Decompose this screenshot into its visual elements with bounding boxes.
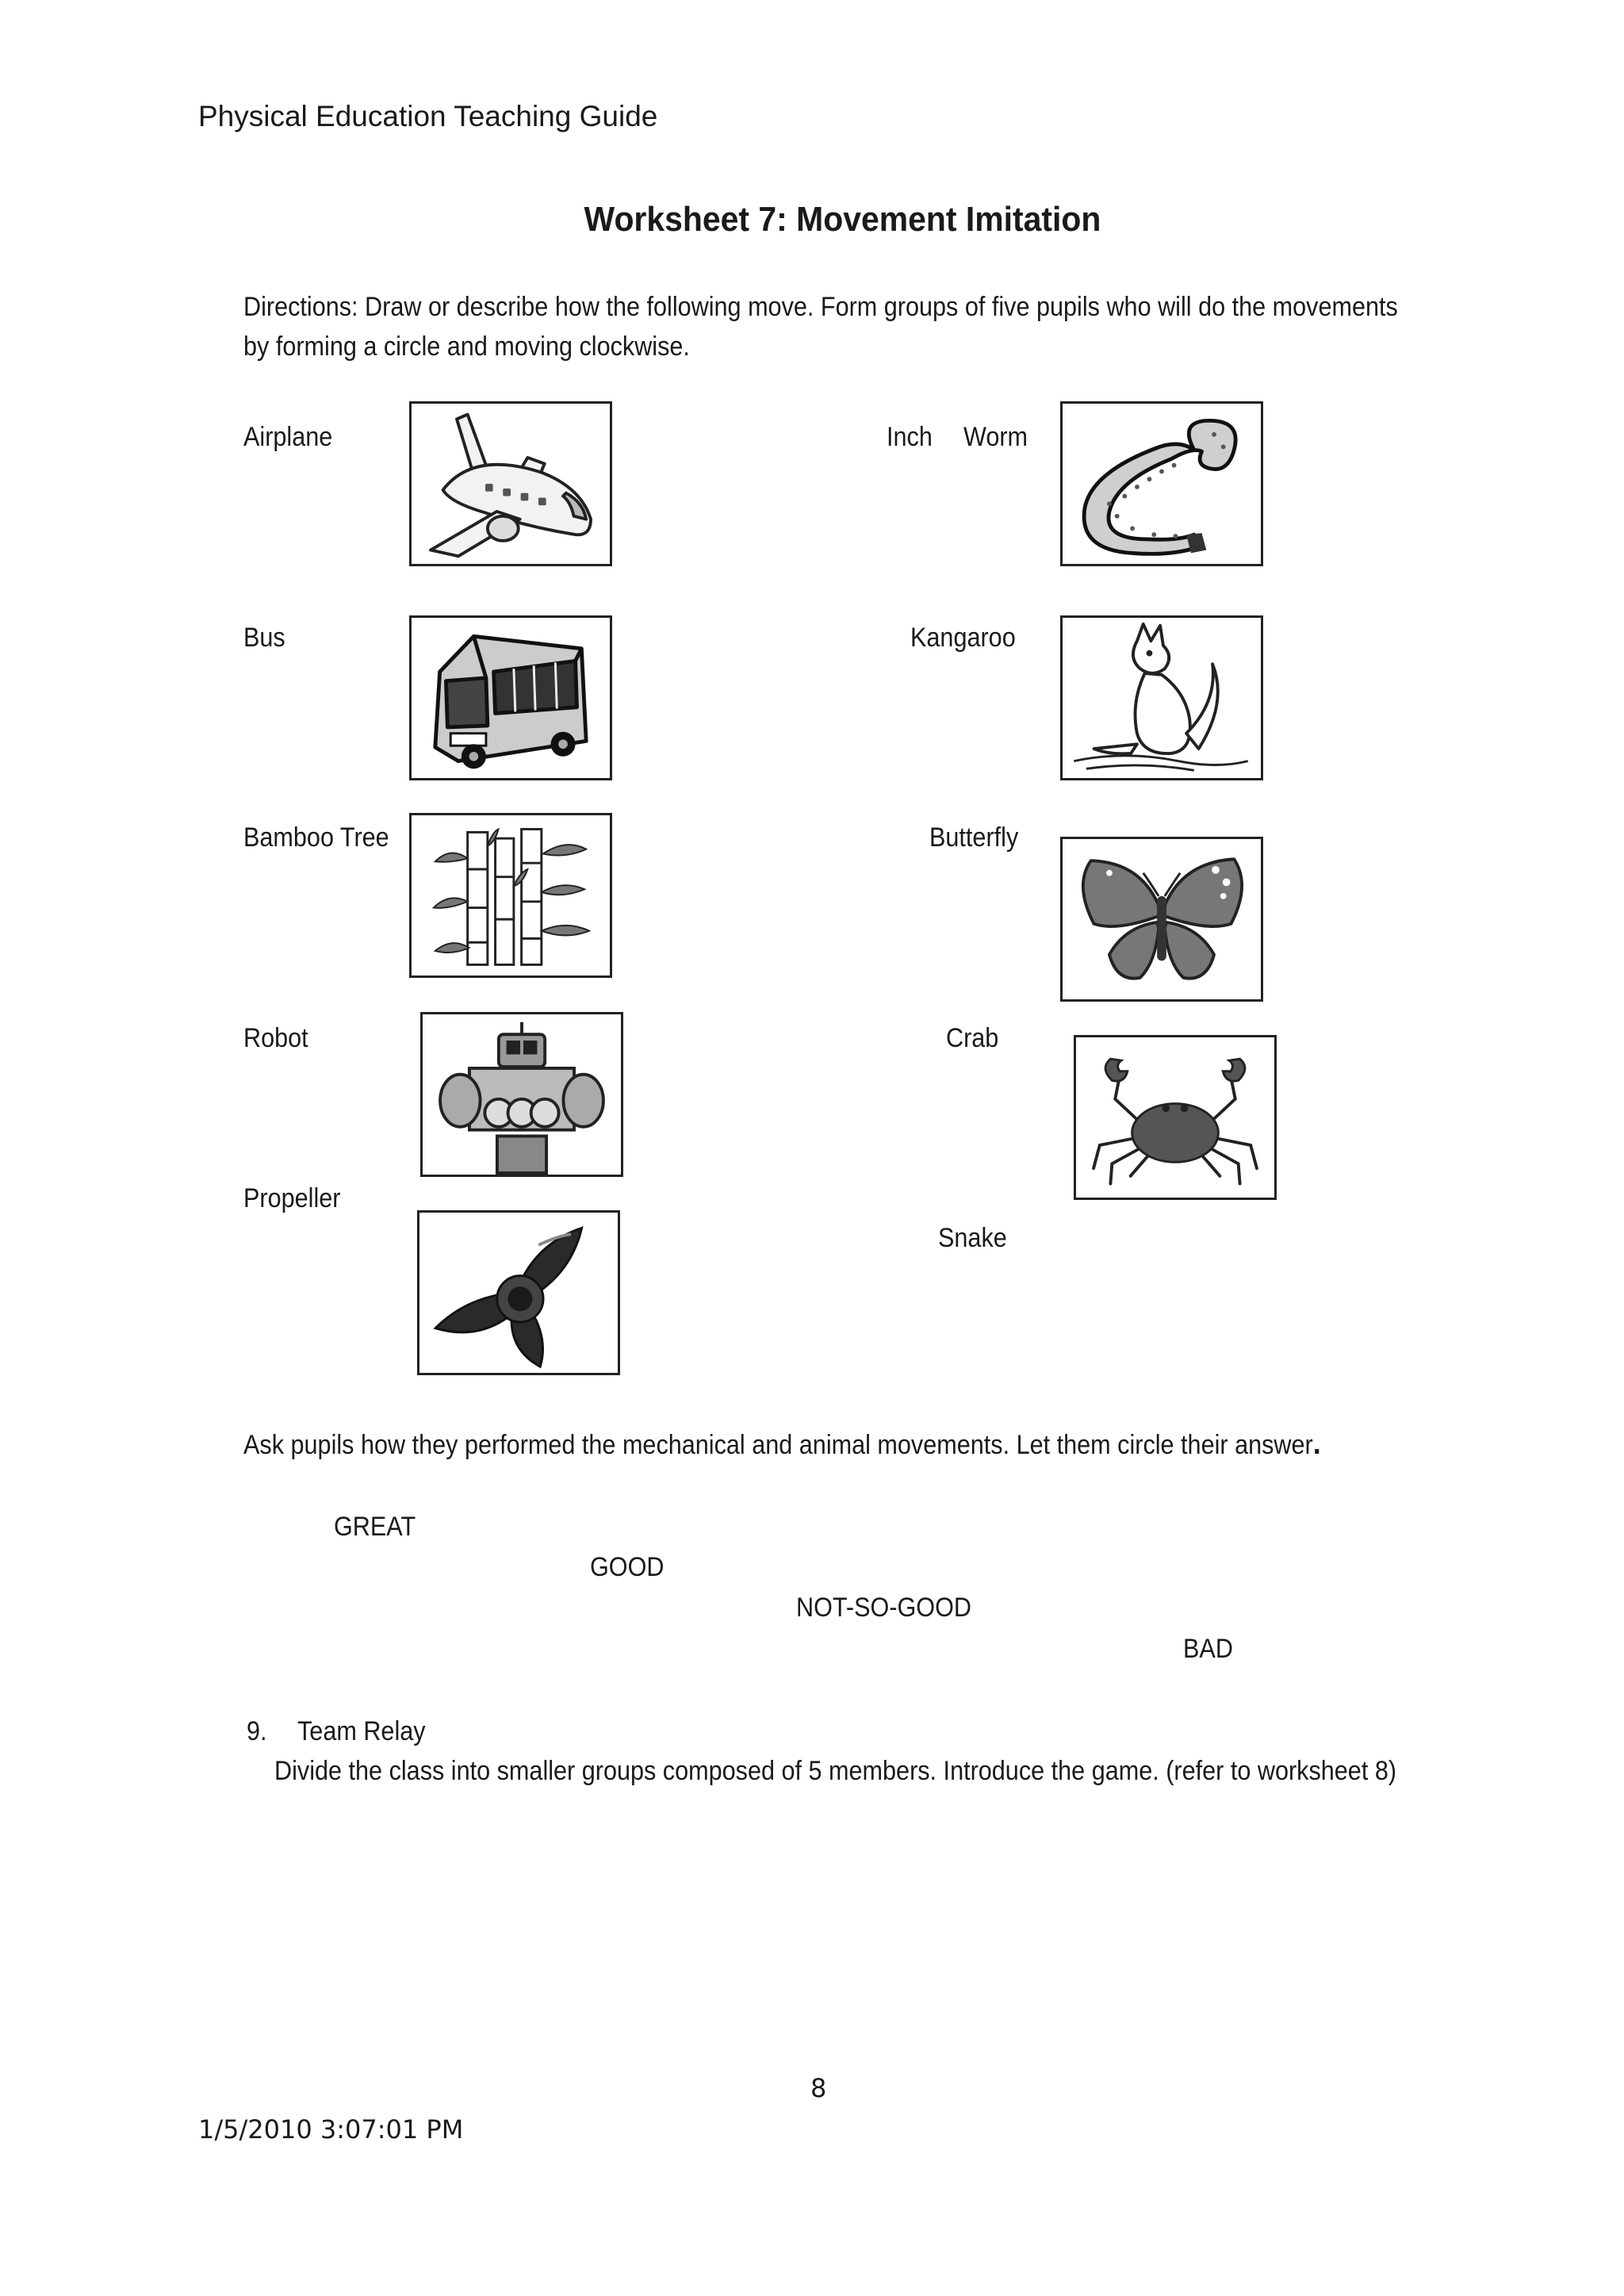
label-airplane: Airplane [243,422,333,452]
label-worm: Worm [963,422,1028,452]
bamboo-icon [412,815,610,976]
print-timestamp: 1/5/2010 3:07:01 PM [198,2114,464,2145]
worksheet-title: Worksheet 7: Movement Imitation [584,200,1101,239]
rating-great[interactable]: GREAT [334,1512,416,1542]
page-number: 8 [810,2073,827,2103]
label-butterfly: Butterfly [929,822,1019,853]
label-propeller: Propeller [243,1183,341,1213]
rating-not-so-good[interactable]: NOT-SO-GOOD [796,1593,972,1623]
bus-icon [412,618,610,778]
butterfly-icon [1063,839,1261,999]
kangaroo-picture [1060,615,1263,780]
worm-picture [1060,401,1263,566]
crab-icon [1076,1037,1274,1198]
label-inch: Inch [887,422,933,452]
directions-line-1: Directions: Draw or describe how the following move. Form groups of five pupils who will do the movements [243,292,1398,322]
label-crab: Crab [946,1023,999,1053]
label-snake: Snake [938,1223,1007,1253]
evaluation-prompt-period: . [1312,1426,1321,1461]
activity-description: Divide the class into smaller groups composed of 5 members. Introduce the game. (refer to worksheet 8) [274,1756,1397,1786]
label-bus: Bus [243,623,285,653]
rating-bad[interactable]: BAD [1183,1634,1233,1664]
label-bamboo-tree: Bamboo Tree [243,822,389,853]
kangaroo-icon [1063,618,1261,778]
airplane-icon [412,404,610,564]
label-robot: Robot [243,1023,308,1053]
evaluation-prompt [243,1426,1321,1462]
rating-good[interactable]: GOOD [590,1552,665,1582]
crab-picture [1074,1035,1277,1200]
activity-title: Team Relay [297,1716,426,1746]
robot-picture [420,1012,623,1177]
worm-icon [1063,404,1261,564]
page-header: Physical Education Teaching Guide [198,100,658,132]
propeller-icon [419,1213,618,1373]
bamboo-picture [409,813,612,978]
evaluation-prompt-text: Ask pupils how they performed the mechanical and animal movements. Let them circle their answer [243,1430,1313,1460]
airplane-picture [409,401,612,566]
bus-picture [409,615,612,780]
label-kangaroo: Kangaroo [910,623,1016,653]
butterfly-picture [1060,837,1263,1002]
propeller-picture [417,1210,620,1375]
activity-number: 9. [247,1716,267,1746]
directions-line-2: by forming a circle and moving clockwise. [243,332,690,362]
robot-icon [423,1014,621,1175]
